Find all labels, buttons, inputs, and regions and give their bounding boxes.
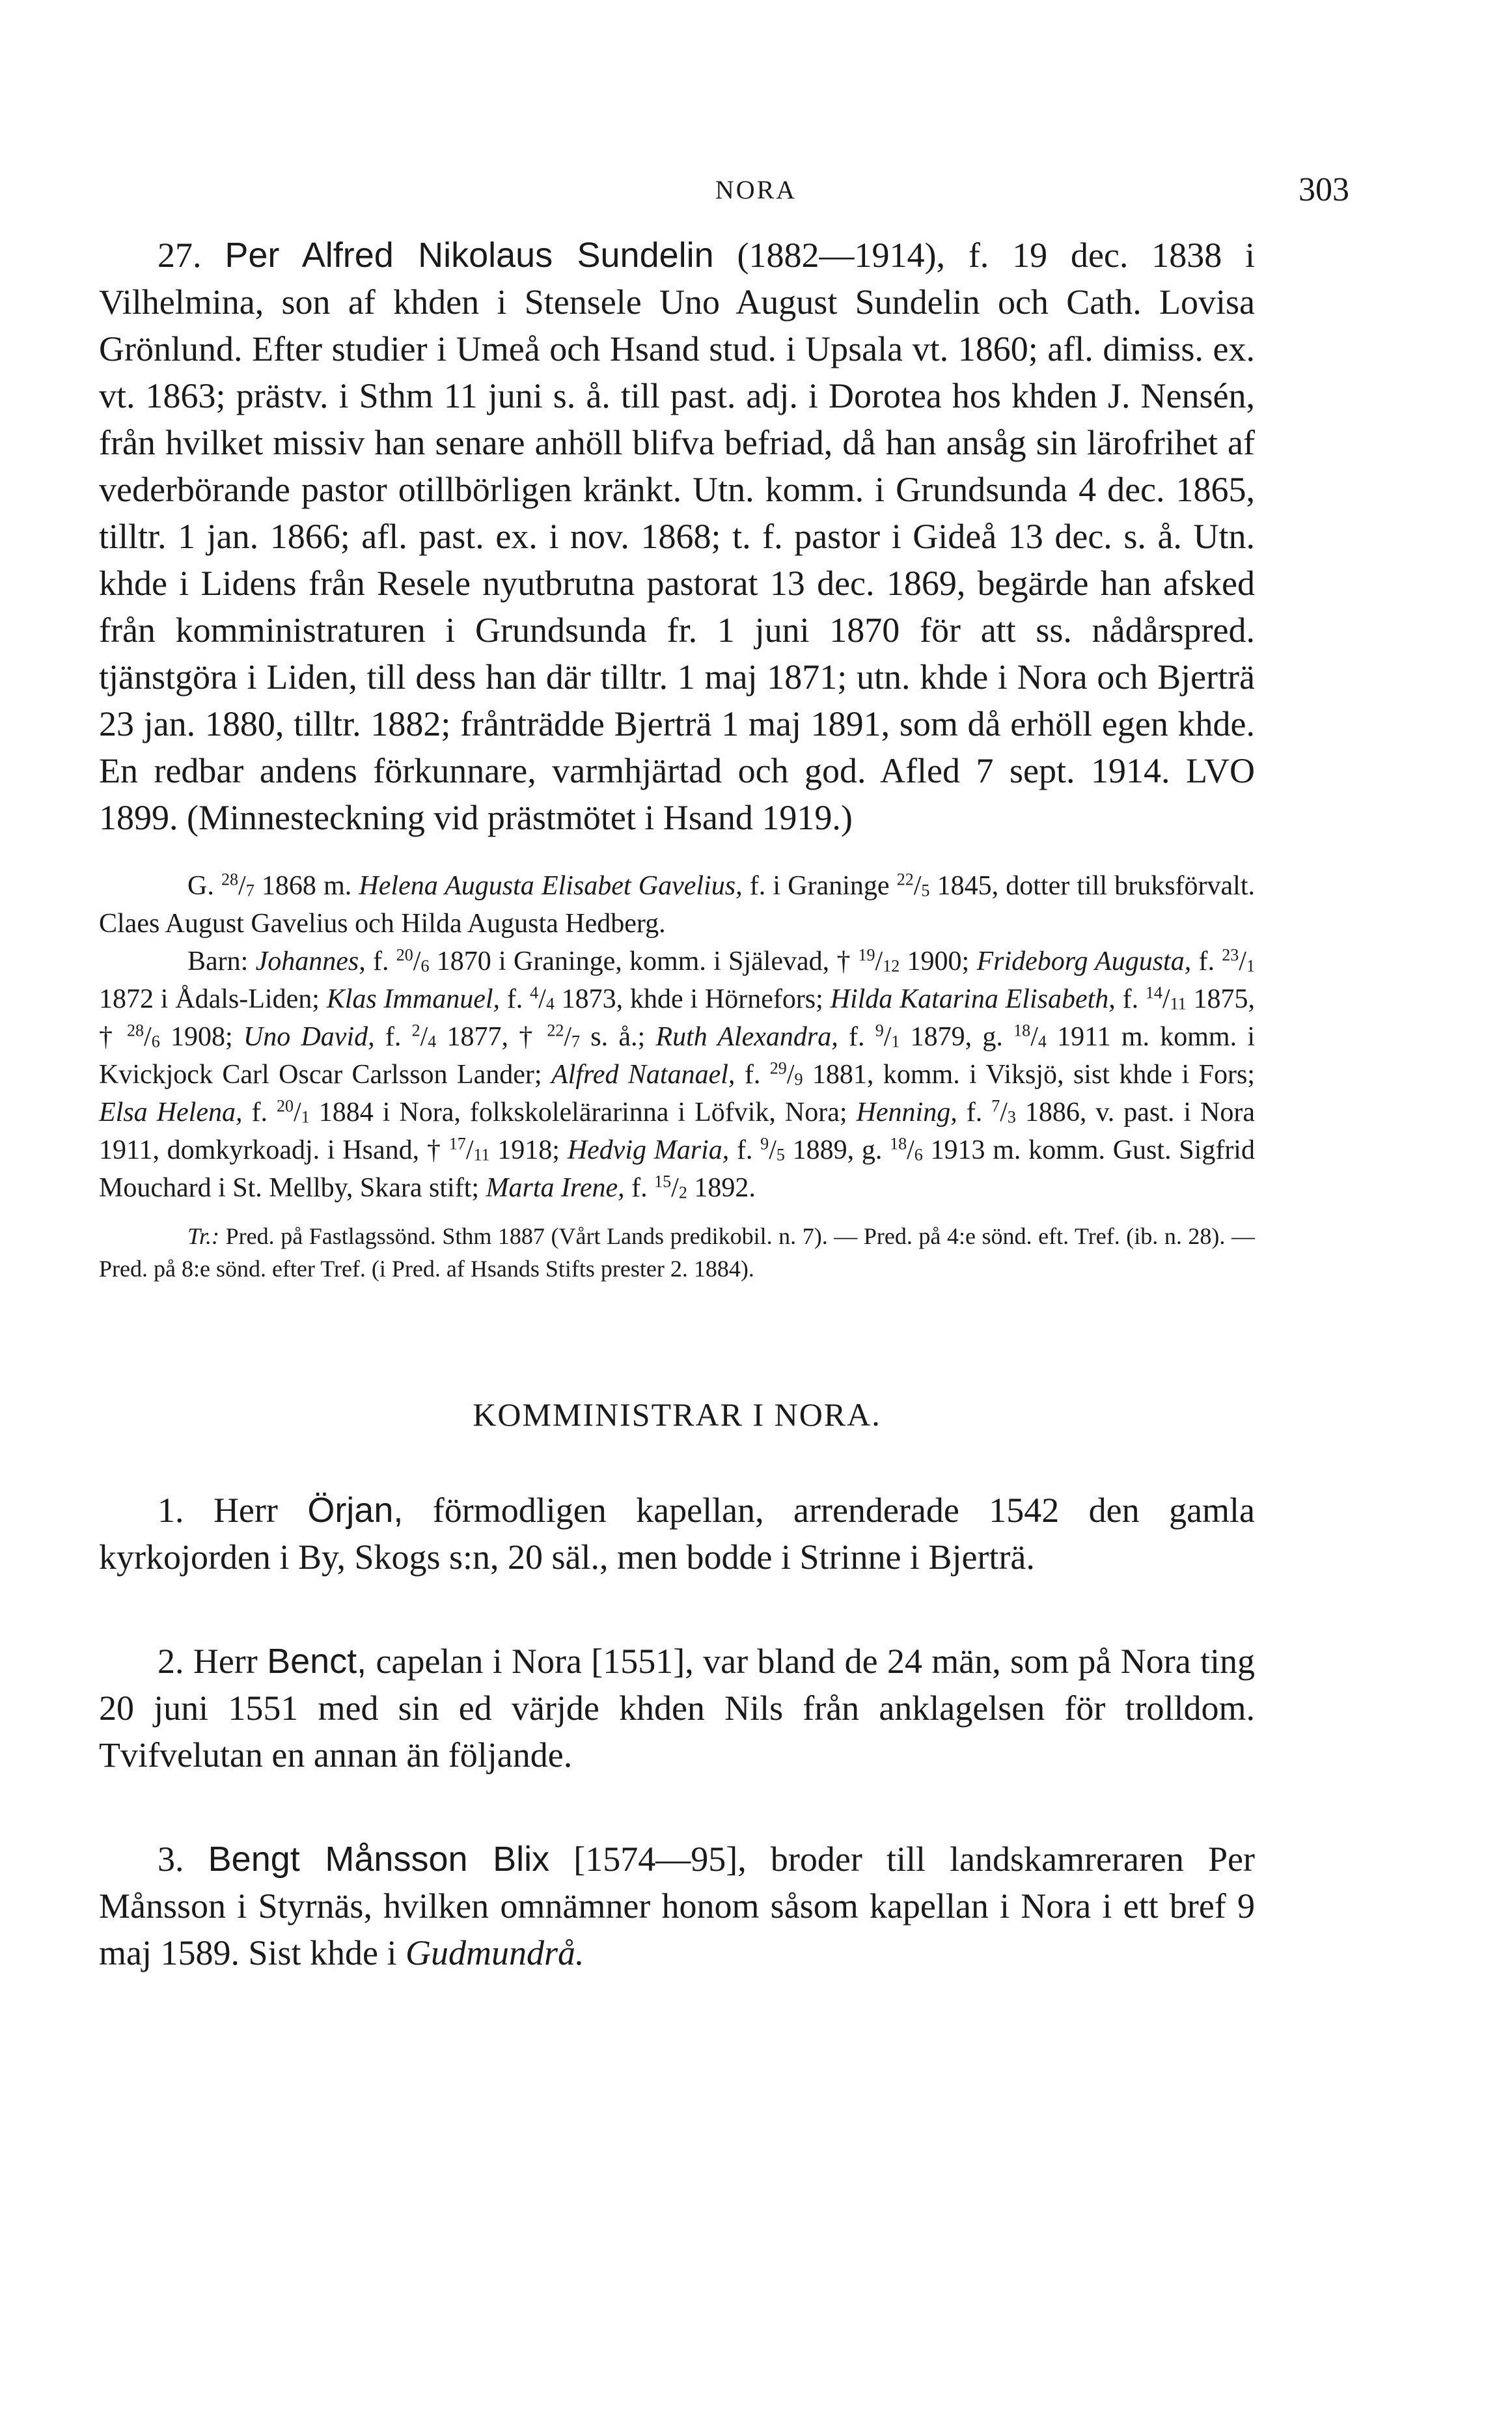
entry-name: Benct, [267,1642,367,1681]
entry-number: 2. [158,1642,184,1681]
child-name: Marta Irene, [486,1173,625,1203]
entry-27 [99,232,1255,841]
child-name: Johannes, [255,946,366,976]
entry-number: 27. [158,236,202,275]
child-name: Alfred Natanael, [551,1060,735,1090]
entry-name: Bengt Månsson Blix [208,1840,550,1879]
family-paragraph [99,867,1255,943]
entry-name: Per Alfred Nikolaus Sundelin [225,236,714,275]
marriage-date: $^{28}/_7$ [221,870,254,901]
child-name: Henning, [856,1098,957,1127]
entry-text: f. 19 dec. 1838 i Vilhelmina, son af khden i Stensele Uno August Sundelin och Cath. Lovisa Grönlund. Efter studier i Umeå och Hsand stud. i Upsala vt. 1860; afl. dimiss. ex. vt. 1863; prästv. i Sthm 11 juni s. å. till past. adj. i Dorotea hos khden J. Nensén, från hvilket missiv han senare anhöll blifva befriad, då han ansåg sin lärofrihet af vederbörande pastor otillbörligen kränkt. Utn. komm. i Grundsunda 4 dec. 1865, tilltr. 1 jan. 1866; afl. past. ex. i nov. 1868; t. f. pastor i Gideå 13 dec. s. å. Utn. khde i Lidens från Resele nyutbrutna pastorat 13 dec. 1869, begärde han afsked från komministraturen i Grundsunda fr. 1 juni 1870 för att ss. nådårspred. tjänstgöra i Liden, till dess han där tilltr. 1 maj 1871; utn. khde i Nora och Bjerträ 23 jan. 1880, tilltr. 1882; frånträdde Bjerträ 1 maj 1891, som då erhöll egen khde. En redbar andens förkunnare, varmhjärtad och god. Afled 7 sept. 1914. LVO 1899. (Minnesteckning vid prästmötet i Hsand 1919.) [99,236,1256,837]
child-name: Hedvig Maria, [567,1135,730,1165]
section-heading: KOMMINISTRAR I NORA. [473,1396,881,1433]
child-name: Hilda Katarina Elisabeth, [830,984,1116,1014]
entry-3 [99,1836,1255,1976]
works-text: Pred. på Fastlagssönd. Sthm 1887 (Vårt Lands predikobil. n. 7). — Pred. på 4:e sönd. eft. Tref. (ib. n. 28). — Pred. på 8:e sönd. efter Tref. (i Pred. af Hsands Stifts prester 2. 1884). [99,1223,1255,1282]
family-text: f. i Graninge [742,871,897,901]
child-name: Frideborg Augusta, [976,946,1192,976]
children-label: Barn: [187,946,256,976]
wife-birth-date: $^{22}/_5$ [896,870,930,901]
works-label: Tr.: [187,1223,220,1249]
running-head: NORA [715,175,797,204]
child-name: Uno David, [243,1022,375,1052]
child-name: Klas Immanuel, [326,984,501,1014]
child-name: Ruth Alexandra, [655,1022,838,1052]
entry-years: (1882—1914), [737,236,945,275]
entry-name: Örjan, [307,1491,404,1530]
family-g-prefix: G. [187,871,214,901]
wife-name: Helena Augusta Elisabet Gavelius, [359,871,743,901]
works-paragraph [99,1220,1255,1285]
entry-text: capelan i Nora [1551], var bland de 24 män, som på Nora ting 20 juni 1551 med sin ed värjde khden Nils från anklagelsen för trolldom. Tvifvelutan en annan än följande. [99,1642,1255,1774]
family-text: 1845, dotter till bruksförvalt. Claes August Gavelius och Hilda Augusta Hedberg. [99,871,1256,939]
entry-1 [99,1487,1255,1581]
entry-prefix: Herr [213,1491,308,1530]
children-paragraph: Barn: Johannes, f. $^{20}/_6$ 1870 i Graninge, komm. i Själevad, † $^{19}/_{12}$ 1900; Frideborg Augusta, f. $^{23}/_1$ 1872 i Ådals-Liden; Klas Immanuel, f. $^4/_4$ 1873, khde i Hörnefors; Hilda Katarina Elisabeth, f. $^{14}/_{11}$ 1875, † $^{28}/_6$ 1908; Uno David, f. $^2/_4$ 1877, † $^{22}/_7$ s. å.; Ruth Alexandra, f. $^9/_1$ 1879, g. $^{18}/_4$ 1911 m. komm. i Kvickjock Carl Oscar Carlsson Lander; Alfred Natanael, f. $^{29}/_9$ 1881, komm. i Viksjö, sist khde i Fors; Elsa Helena, f. $^{20}/_1$ 1884 i Nora, folkskolelärarinna i Löfvik, Nora; Henning, f. $^7/_3$ 1886, v. past. i Nora 1911, domkyrkoadj. i Hsand, † $^{17}/_{11}$ 1918; Hedvig Maria, f. $^9/_5$ 1889, g. $^{18}/_6$ 1913 m. komm. Gust. Sigfrid Mouchard i St. Mellby, Skara stift; Marta Irene, f. $^{15}/_2$ 1892. [99,945,1256,1203]
entry-text: [1574—95], broder till landskamreraren Per Månsson i Styrnäs, hvilken omnämner honom såsom kapellan i Nora i ett bref 9 maj 1589. Sist khde i [99,1840,1256,1972]
page-body [99,232,1255,1976]
entry-2 [99,1638,1255,1778]
entry-prefix: Herr [193,1642,268,1681]
family-text: 1868 m. [254,871,359,901]
entry-text: förmodligen kapellan, arrenderade 1542 den gamla kyrkojorden i By, Skogs s:n, 20 säl., men bodde i Strinne i Bjerträ. [99,1491,1256,1577]
entry-place: Gudmundrå. [405,1933,584,1972]
entry-number: 3. [158,1840,184,1879]
entry-number: 1. [158,1491,184,1530]
page-number: 303 [1299,171,1349,208]
page-header [0,171,1512,210]
child-name: Elsa Helena, [99,1098,243,1127]
